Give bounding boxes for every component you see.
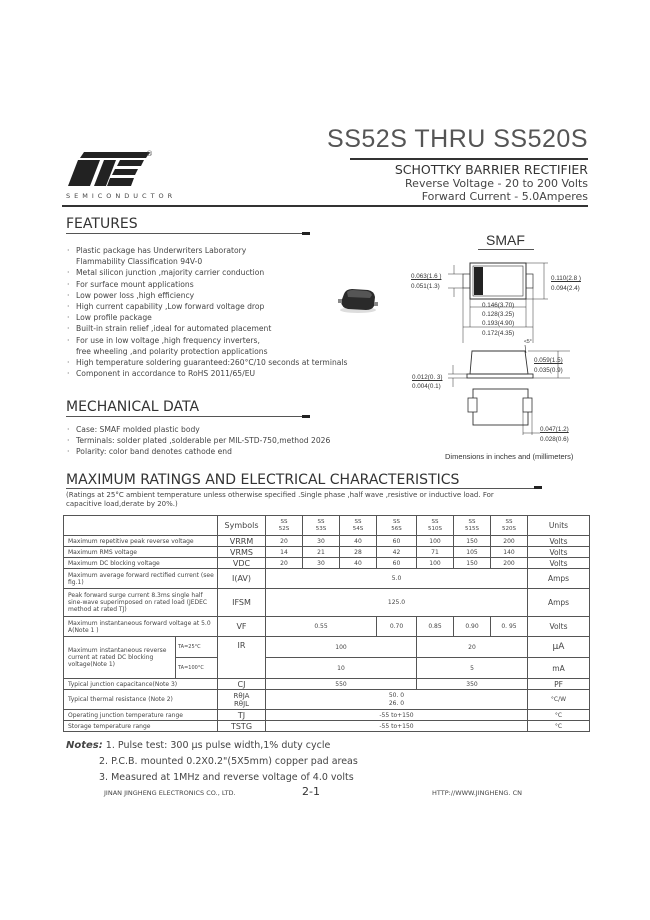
product-subtitle: SCHOTTKY BARRIER RECTIFIER xyxy=(394,162,588,177)
row-desc: Maximum instantaneous forward voltage at 5.0 A(Note 1 ) xyxy=(64,617,218,637)
note-1: 1. Pulse test: 300 μs pulse width,1% duty cycle xyxy=(105,740,331,751)
mechanical-marker xyxy=(302,415,310,418)
feature-item: · For surface mount applications xyxy=(66,279,366,290)
dim-w1-min: 0.094(2.4) xyxy=(551,285,580,292)
cell: 0.85 xyxy=(417,617,454,637)
row-desc: Typical thermal resistance (Note 2) xyxy=(64,690,218,710)
cell: 30 xyxy=(303,536,340,547)
cell: 150 xyxy=(454,536,491,547)
table-row xyxy=(64,547,590,558)
ratings-table xyxy=(63,515,590,732)
cell: 550 xyxy=(266,679,417,690)
cell: 0.90 xyxy=(454,617,491,637)
table-row xyxy=(64,536,590,547)
dim-l1-min: 0.128(3.25) xyxy=(482,311,515,318)
part-header: SS 56S xyxy=(377,516,417,536)
cell: 125.0 xyxy=(266,589,528,617)
feature-item: · For use in low voltage ,high frequency inverters, xyxy=(66,335,366,346)
features-underline xyxy=(66,233,306,234)
cell: 200 xyxy=(491,536,528,547)
cell: 42 xyxy=(377,547,417,558)
table-row xyxy=(64,679,590,690)
cell: 200 xyxy=(491,558,528,569)
dim-l2-max: 0.193(4.90) xyxy=(482,320,515,327)
package-underline xyxy=(478,249,534,250)
feature-item: · High temperature soldering guaranteed:260°C/10 seconds at terminals xyxy=(66,357,366,368)
title-divider xyxy=(350,158,588,160)
row-desc: Maximum DC blocking voltage xyxy=(64,558,218,569)
condition-cell: TA=25°C xyxy=(176,637,218,658)
note-3: 3. Measured at 1MHz and reverse voltage of 4.0 volts xyxy=(99,772,354,783)
row-symbol: TJ xyxy=(218,710,266,721)
cell: 350 xyxy=(417,679,528,690)
cell: 150 xyxy=(454,558,491,569)
footer-page-number: 2-1 xyxy=(302,785,320,798)
row-unit: Volts xyxy=(528,558,590,569)
ratings-note: (Ratings at 25°C ambient temperature unless otherwise specified .Single phase ,half wave ,resistive or inductive load. For capacitive load,derate by 20%.) xyxy=(66,491,494,508)
row-unit: μA xyxy=(528,637,590,658)
header-blank xyxy=(64,516,218,536)
ratings-marker xyxy=(534,486,542,489)
cell: -55 to+150 xyxy=(266,721,528,732)
cell: 50. 0 26. 0 xyxy=(266,690,528,710)
row-unit: Volts xyxy=(528,536,590,547)
cell: 0. 95 xyxy=(491,617,528,637)
table-row xyxy=(64,637,590,658)
row-symbol: VF xyxy=(218,617,266,637)
cell: 0.55 xyxy=(266,617,377,637)
row-unit: °C xyxy=(528,710,590,721)
table-header-row xyxy=(64,516,590,536)
dim-p1-min: 0.028(0.6) xyxy=(540,436,569,443)
notes xyxy=(66,738,358,786)
cell: 14 xyxy=(266,547,303,558)
dim-angle: <5° xyxy=(524,339,532,345)
feature-item: · Low power loss ,high efficiency xyxy=(66,290,366,301)
table-row xyxy=(64,721,590,732)
table-row xyxy=(64,558,590,569)
feature-item: Flammability Classification 94V-0 xyxy=(76,257,203,267)
row-symbol: I(AV) xyxy=(218,569,266,589)
row-desc: Operating junction temperature range xyxy=(64,710,218,721)
features-heading: FEATURES xyxy=(66,216,138,232)
cell: 100 xyxy=(266,637,417,658)
row-symbol: VRRM xyxy=(218,536,266,547)
cell: 20 xyxy=(417,637,528,658)
ratings-heading: MAXIMUM RATINGS AND ELECTRICAL CHARACTERISTICS xyxy=(66,472,460,488)
row-desc: Storage temperature range xyxy=(64,721,218,732)
part-header: SS 52S xyxy=(266,516,303,536)
features-marker xyxy=(302,232,310,235)
forward-current-spec: Forward Current - 5.0Amperes xyxy=(421,190,588,203)
cell: 28 xyxy=(340,547,377,558)
part-header: SS 510S xyxy=(417,516,454,536)
cell: 105 xyxy=(454,547,491,558)
row-symbol: VRMS xyxy=(218,547,266,558)
row-unit: °C/W xyxy=(528,690,590,710)
cell: 100 xyxy=(417,558,454,569)
component-image xyxy=(338,286,378,314)
condition-cell: TA=100°C xyxy=(176,658,218,679)
package-name: SMAF xyxy=(486,232,525,248)
document-title: SS52S THRU SS520S xyxy=(327,125,588,153)
part-header: SS 54S xyxy=(340,516,377,536)
feature-item: · Metal silicon junction ,majority carrier conduction xyxy=(66,267,366,278)
registered-mark: ® xyxy=(146,150,153,158)
row-desc: Typical junction capacitance(Note 3) xyxy=(64,679,218,690)
cell: 5.0 xyxy=(266,569,528,589)
note-2: 2. P.C.B. mounted 0.2X0.2"(5X5mm) copper pad areas xyxy=(99,756,358,767)
feature-item: · Low profile package xyxy=(66,312,366,323)
mechanical-list xyxy=(66,424,386,458)
row-unit: Amps xyxy=(528,569,590,589)
part-header: SS 53S xyxy=(303,516,340,536)
cell: 0.70 xyxy=(377,617,417,637)
row-unit: PF xyxy=(528,679,590,690)
units-header: Units xyxy=(528,516,590,536)
ratings-underline xyxy=(66,488,536,489)
reverse-voltage-spec: Reverse Voltage - 20 to 200 Volts xyxy=(405,177,588,190)
row-symbol: VDC xyxy=(218,558,266,569)
dim-w1-max: 0.110(2.8 ) xyxy=(551,275,581,282)
row-desc: Peak forward surge current 8.3ms single half sine-wave superimposed on rated load (JEDEC method at rated TJ) xyxy=(64,589,218,617)
row-symbol: CJ xyxy=(218,679,266,690)
company-logo xyxy=(66,150,152,188)
row-unit: °C xyxy=(528,721,590,732)
table-row xyxy=(64,589,590,617)
dim-t2-max: 0.012(0. 3) xyxy=(412,374,443,381)
row-symbol: IR xyxy=(218,637,266,679)
header-divider xyxy=(62,205,588,207)
cell: 40 xyxy=(340,558,377,569)
feature-item: · High current capability ,Low forward voltage drop xyxy=(66,301,366,312)
mechanical-heading: MECHANICAL DATA xyxy=(66,399,200,415)
cell: 40 xyxy=(340,536,377,547)
cell: 60 xyxy=(377,558,417,569)
table-row xyxy=(64,569,590,589)
row-symbol: IFSM xyxy=(218,589,266,617)
dim-t1-min: 0.035(0.9) xyxy=(534,367,563,374)
part-header: SS 515S xyxy=(454,516,491,536)
mechanical-item: · Polarity: color band denotes cathode end xyxy=(66,446,386,457)
cell: 30 xyxy=(303,558,340,569)
dim-h1-max: 0.063(1.6 ) xyxy=(411,273,442,280)
dimensions-caption: Dimensions in inches and (millimeters) xyxy=(445,452,574,461)
row-unit: Volts xyxy=(528,617,590,637)
feature-item: · Component in accordance to RoHS 2011/65/EU xyxy=(66,368,366,379)
row-desc: Maximum repetitive peak reverse voltage xyxy=(64,536,218,547)
row-desc: Maximum RMS voltage xyxy=(64,547,218,558)
row-unit: Amps xyxy=(528,589,590,617)
notes-label: Notes: xyxy=(66,740,103,751)
row-desc: Maximum average forward rectified current (see fig.1) xyxy=(64,569,218,589)
feature-item: · Built-in strain relief ,ideal for automated placement xyxy=(66,323,366,334)
features-list xyxy=(66,245,366,379)
symbols-header: Symbols xyxy=(218,516,266,536)
dim-l2-min: 0.172(4.35) xyxy=(482,330,515,337)
feature-item: free wheeling ,and polarity protection applications xyxy=(76,346,268,356)
table-row xyxy=(64,690,590,710)
row-symbol: TSTG xyxy=(218,721,266,732)
dim-l1-max: 0.146(3.70) xyxy=(482,302,515,309)
dim-p1-max: 0.047(1.2) xyxy=(540,426,569,433)
cell: 20 xyxy=(266,558,303,569)
mechanical-item: · Terminals: solder plated ,solderable per MIL-STD-750,method 2026 xyxy=(66,435,386,446)
cell: 140 xyxy=(491,547,528,558)
cell: 20 xyxy=(266,536,303,547)
footer-company: JINAN JINGHENG ELECTRONICS CO., LTD. xyxy=(104,789,236,797)
dim-h1-min: 0.051(1.3) xyxy=(411,283,440,290)
row-symbol: RθJA RθJL xyxy=(218,690,266,710)
table-row xyxy=(64,617,590,637)
dim-t2-min: 0.004(0.1) xyxy=(412,383,441,390)
part-header: SS 520S xyxy=(491,516,528,536)
logo-text: SEMICONDUCTOR xyxy=(66,192,177,200)
cell: 71 xyxy=(417,547,454,558)
row-unit: mA xyxy=(528,658,590,679)
cell: 100 xyxy=(417,536,454,547)
mechanical-underline xyxy=(66,416,306,417)
table-row xyxy=(64,710,590,721)
cell: 5 xyxy=(417,658,528,679)
mechanical-item: · Case: SMAF molded plastic body xyxy=(66,424,386,435)
row-unit: Volts xyxy=(528,547,590,558)
cell: 21 xyxy=(303,547,340,558)
cell: 60 xyxy=(377,536,417,547)
feature-item: · Plastic package has Underwriters Laboratory xyxy=(66,245,366,256)
row-desc: Maximum instantaneous reverse current at rated DC blocking voltage(Note 1) xyxy=(64,637,176,679)
cell: 10 xyxy=(266,658,417,679)
cell: -55 to+150 xyxy=(266,710,528,721)
footer-url: HTTP://WWW.JINGHENG. CN xyxy=(432,789,522,797)
dim-t1-max: 0.059(1.5) xyxy=(534,357,563,364)
